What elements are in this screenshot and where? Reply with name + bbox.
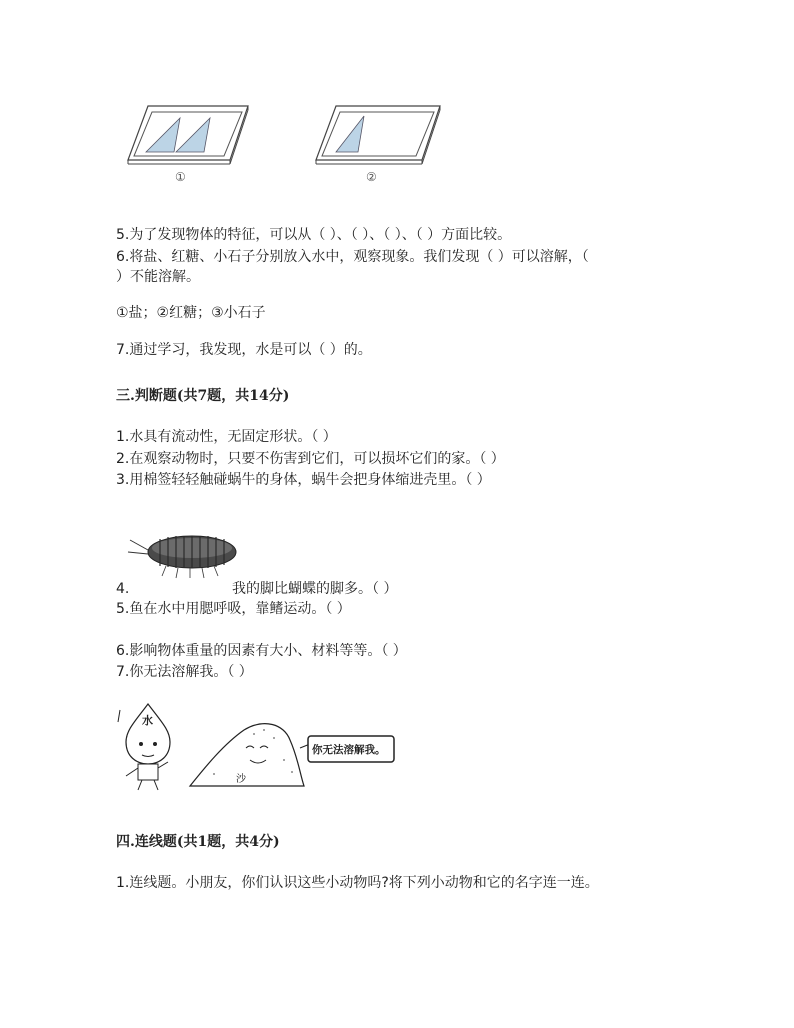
question-2-6-options: ①盐；②红糖；③小石子 [116, 305, 266, 321]
water-character-label: 水 [142, 714, 153, 727]
woodlouse-illustration [126, 530, 238, 582]
speech-bubble-text: 你无法溶解我。 [312, 744, 386, 756]
question-2-5: 5.为了发现物体的特征，可以从（ ）、（ ）、（ ）、（ ）方面比较。 [116, 227, 512, 243]
question-3-4-number: 4. [116, 581, 130, 597]
tray-1-caption: ① [175, 170, 186, 184]
question-2-6-line2: ）不能溶解。 [116, 269, 200, 285]
section-3-heading: 三.判断题(共7题，共14分) [116, 388, 290, 404]
sand-character-label: 沙 [236, 774, 246, 785]
question-3-3: 3.用棉签轻轻触碰蜗牛的身体，蜗牛会把身体缩进壳里。（ ） [116, 472, 491, 488]
tray-figure-1 [118, 100, 258, 170]
question-4-1: 1.连线题。小朋友，你们认识这些小动物吗?将下列小动物和它的名字连一连。 [116, 875, 599, 891]
question-3-4-text: 我的脚比蝴蝶的脚多。（ ） [232, 581, 398, 597]
question-3-6: 6.影响物体重量的因素有大小、材料等等。（ ） [116, 643, 407, 659]
section-4-heading: 四.连线题(共1题，共4分) [116, 834, 280, 850]
question-2-6-line1: 6.将盐、红糖、小石子分别放入水中，观察现象。我们发现（ ）可以溶解，（ [116, 249, 589, 265]
question-3-5: 5.鱼在水中用腮呼吸，靠鳍运动。（ ） [116, 601, 351, 617]
question-3-2: 2.在观察动物时，只要不伤害到它们，可以损坏它们的家。（ ） [116, 451, 505, 467]
tray-figure-2 [308, 100, 448, 170]
question-2-7: 7.通过学习，我发现，水是可以（ ）的。 [116, 342, 372, 358]
tray-2-caption: ② [366, 170, 377, 184]
question-3-7: 7.你无法溶解我。（ ） [116, 664, 253, 680]
question-3-1: 1.水具有流动性，无固定形状。（ ） [116, 429, 337, 445]
